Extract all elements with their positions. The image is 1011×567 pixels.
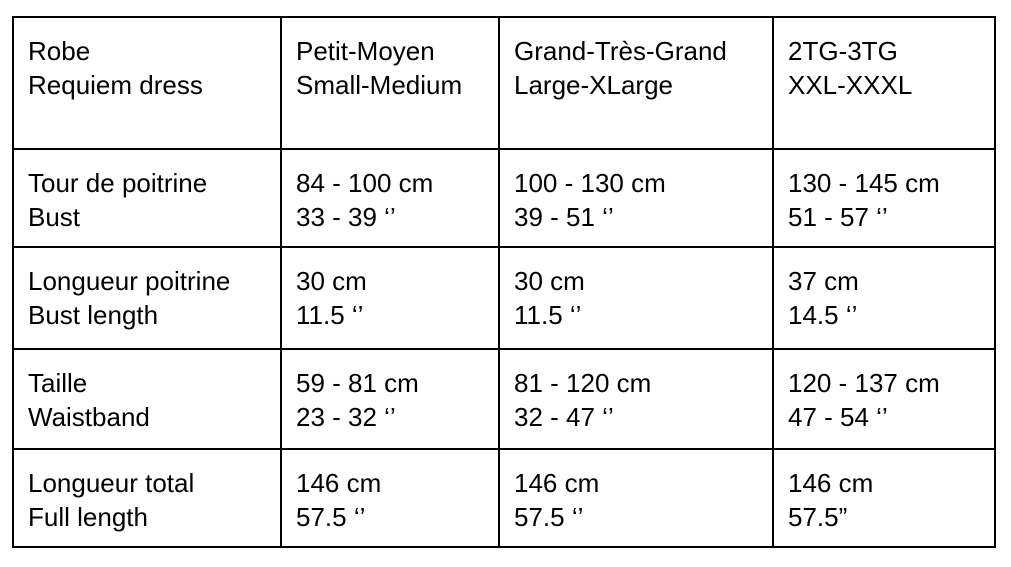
value-cell: [499, 449, 773, 547]
value-cell: [499, 247, 773, 349]
cell-line-inch: 32 - 47 ‘’: [514, 402, 614, 432]
header-cell-garment: [13, 17, 281, 149]
value-cell: [499, 149, 773, 247]
size-chart-table: [12, 16, 996, 548]
cell-line-en: Waistband: [28, 402, 150, 432]
row-label-cell: [13, 349, 281, 449]
cell-line-inch: 33 - 39 ‘’: [296, 202, 396, 232]
cell-line-en: XXL-XXXL: [788, 70, 913, 100]
cell-line-cm: 146 cm: [514, 468, 600, 498]
cell-line-fr: Taille: [28, 368, 88, 398]
cell-line-en: Full length: [28, 502, 148, 532]
cell-line-inch: 57.5”: [788, 502, 848, 532]
cell-line-en: Large-XLarge: [514, 70, 673, 100]
cell-line-en: Bust length: [28, 300, 159, 330]
cell-line-fr: Tour de poitrine: [28, 168, 208, 198]
cell-line-cm: 59 - 81 cm: [296, 368, 419, 398]
table-row-bust-length: [13, 247, 995, 349]
cell-line-cm: 81 - 120 cm: [514, 368, 652, 398]
value-cell: [773, 247, 995, 349]
cell-line-fr: Grand-Très-Grand: [514, 36, 727, 66]
cell-line-inch: 47 - 54 ‘’: [788, 402, 888, 432]
table-header-row: [13, 17, 995, 149]
value-cell: [773, 449, 995, 547]
cell-line-inch: 51 - 57 ‘’: [788, 202, 888, 232]
table-row-waistband: [13, 349, 995, 449]
cell-line-inch: 14.5 ‘’: [788, 300, 858, 330]
cell-line-fr: Petit-Moyen: [296, 36, 435, 66]
cell-line-inch: 57.5 ‘’: [514, 502, 584, 532]
cell-line-cm: 30 cm: [514, 266, 585, 296]
value-cell: [281, 349, 499, 449]
header-cell-small-medium: [281, 17, 499, 149]
cell-line-cm: 37 cm: [788, 266, 859, 296]
value-cell: [773, 149, 995, 247]
cell-line-inch: 23 - 32 ‘’: [296, 402, 396, 432]
value-cell: [281, 449, 499, 547]
cell-line-fr: Longueur poitrine: [28, 266, 231, 296]
cell-line-cm: 120 - 137 cm: [788, 368, 940, 398]
table-row-full-length: [13, 449, 995, 547]
row-label-cell: [13, 149, 281, 247]
row-label-cell: [13, 247, 281, 349]
cell-line-inch: 11.5 ‘’: [514, 300, 582, 330]
value-cell: [499, 349, 773, 449]
cell-line-cm: 84 - 100 cm: [296, 168, 434, 198]
cell-line-en: Requiem dress: [28, 70, 203, 100]
cell-line-cm: 130 - 145 cm: [788, 168, 940, 198]
cell-line-cm: 146 cm: [788, 468, 874, 498]
value-cell: [773, 349, 995, 449]
cell-line-cm: 30 cm: [296, 266, 367, 296]
cell-line-inch: 11.5 ‘’: [296, 300, 364, 330]
row-label-cell: [13, 449, 281, 547]
header-cell-xxl-xxxl: [773, 17, 995, 149]
header-cell-large-xlarge: [499, 17, 773, 149]
cell-line-fr: 2TG-3TG: [788, 36, 898, 66]
cell-line-inch: 57.5 ‘’: [296, 502, 366, 532]
value-cell: [281, 247, 499, 349]
cell-line-cm: 146 cm: [296, 468, 382, 498]
cell-line-en: Bust: [28, 202, 81, 232]
cell-line-cm: 100 - 130 cm: [514, 168, 666, 198]
cell-line-fr: Longueur total: [28, 468, 195, 498]
value-cell: [281, 149, 499, 247]
cell-line-inch: 39 - 51 ‘’: [514, 202, 614, 232]
cell-line-fr: Robe: [28, 36, 91, 66]
table-row-bust: [13, 149, 995, 247]
cell-line-en: Small-Medium: [296, 70, 463, 100]
